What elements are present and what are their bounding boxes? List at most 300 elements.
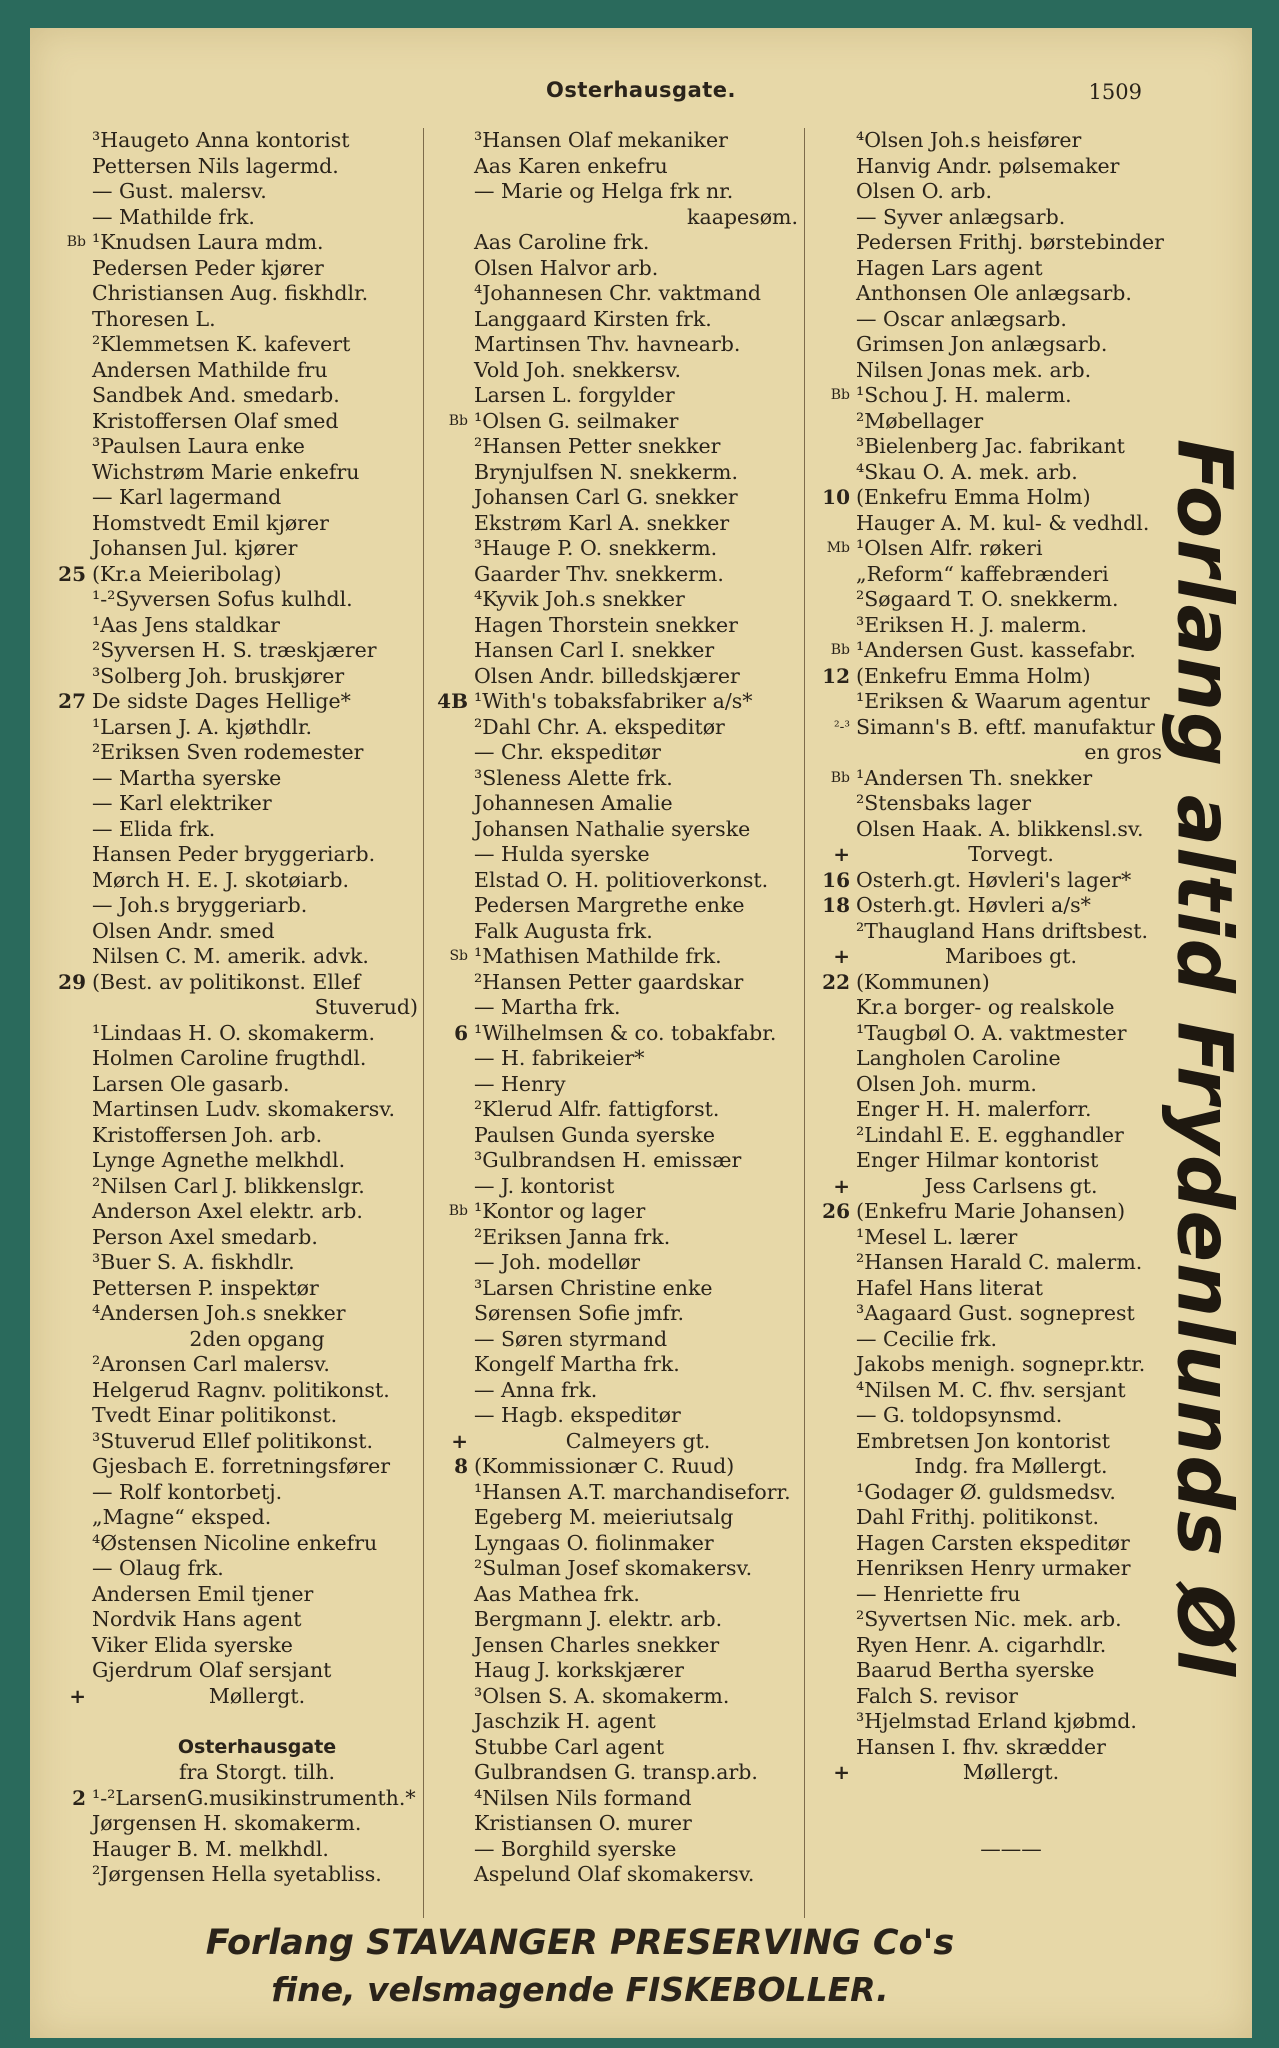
- directory-entry: [42, 970, 422, 996]
- entry-text: Larsen L. forgylder: [474, 383, 675, 407]
- directory-entry: [42, 664, 422, 690]
- directory-entry: [42, 1327, 422, 1353]
- directory-entry: [806, 1556, 1166, 1582]
- entry-text: ¹-²LarsenG.musikinstrumenth.*: [92, 1785, 416, 1810]
- directory-entry: [424, 817, 802, 843]
- entry-text: Hansen Carl I. snekker: [474, 638, 715, 662]
- directory-entry: [806, 460, 1166, 486]
- entry-text: Falch S. revisor: [856, 1683, 1018, 1708]
- entry-text: ⁴Nilsen M. C. fhv. sersjant: [856, 1377, 1126, 1402]
- directory-entry: [42, 1403, 422, 1429]
- entry-text: Egeberg M. meieriutsalg: [474, 1505, 734, 1529]
- entry-text: ³Buer S. A. fiskhdlr.: [92, 1250, 295, 1274]
- entry-text: Møllergt.: [208, 1683, 306, 1708]
- entry-text: Gjerdrum Olaf sersjant: [92, 1658, 332, 1682]
- entry-text: Person Axel smedarb.: [92, 1224, 318, 1249]
- entry-text: — Martha syerske: [92, 765, 282, 790]
- entry-text: Kongelf Martha frk.: [474, 1352, 680, 1376]
- directory-entry: [424, 1862, 802, 1888]
- entry-text: Gaarder Thv. snekkerm.: [474, 561, 724, 586]
- entry-text: Olsen Haak. A. blikkensl.sv.: [856, 816, 1144, 841]
- directory-entry: [42, 1760, 422, 1786]
- entry-text: Jess Carlsens gt.: [924, 1173, 1098, 1198]
- directory-entry: [424, 766, 802, 792]
- entry-text: Johannesen Amalie: [474, 791, 673, 815]
- entry-text: Mariboes gt.: [944, 944, 1078, 968]
- directory-entry: [806, 1250, 1166, 1276]
- entry-house-number: 10: [822, 485, 850, 509]
- entry-house-number: 27: [58, 689, 86, 713]
- entry-text: ⁴Østensen Nicoline enkefru: [92, 1530, 378, 1555]
- entry-text: ¹Lindaas H. O. skomakerm.: [92, 1020, 375, 1045]
- directory-entry: [42, 485, 422, 511]
- directory-entry: [424, 383, 802, 409]
- directory-entry: [42, 1556, 422, 1582]
- entry-house-number: 25: [58, 561, 86, 586]
- directory-entry: [42, 919, 422, 945]
- entry-text: 2den opgang: [189, 1326, 325, 1351]
- directory-entry: [424, 1786, 802, 1812]
- directory-entry: [806, 409, 1166, 435]
- directory-entry: [806, 1709, 1166, 1735]
- directory-entry: [42, 1097, 422, 1123]
- directory-entry: [806, 1505, 1166, 1531]
- directory-entry: [42, 1174, 422, 1200]
- directory-entry: [424, 1480, 802, 1506]
- directory-entry: [424, 1633, 802, 1659]
- entry-text: — Joh. modellør: [474, 1250, 641, 1274]
- directory-entry: [806, 1582, 1166, 1608]
- directory-entry: [424, 1352, 802, 1378]
- page-title: Osterhausgate.: [545, 78, 737, 102]
- entry-text: ¹Aas Jens staldkar: [92, 612, 280, 637]
- entry-text: — Oscar anlægsarb.: [856, 306, 1067, 331]
- directory-entry: [424, 1403, 802, 1429]
- bottom-advertisement: [30, 1920, 1130, 2014]
- directory-entry: [42, 613, 422, 639]
- entry-text: (Enkefru Emma Holm): [856, 663, 1091, 688]
- entry-text: — Joh.s bryggeriarb.: [92, 893, 308, 917]
- directory-entry: [42, 1735, 422, 1761]
- directory-entry: [806, 1225, 1166, 1251]
- entry-text: ³Haugeto Anna kontorist: [92, 128, 350, 152]
- directory-entry: [806, 1276, 1166, 1302]
- entry-text: Homstvedt Emil kjører: [92, 510, 329, 535]
- entry-text: — Olaug frk.: [92, 1556, 224, 1580]
- entry-text: — Anna frk.: [474, 1377, 598, 1402]
- directory-entry: [806, 817, 1166, 843]
- directory-entry: [424, 1072, 802, 1098]
- directory-entry: [806, 1072, 1166, 1098]
- directory-entry: [42, 1837, 422, 1863]
- entry-house-number: Mb: [826, 540, 850, 556]
- entry-text: ³Hauge P. O. snekkerm.: [474, 536, 718, 560]
- directory-entry: [424, 1301, 802, 1327]
- directory-entry: [806, 485, 1166, 511]
- directory-entry: [424, 944, 802, 970]
- directory-entry: [42, 944, 422, 970]
- directory-entry: [424, 1429, 802, 1455]
- entry-text: Helgerud Ragnv. politikonst.: [92, 1377, 390, 1402]
- directory-entry: [806, 1607, 1166, 1633]
- entry-text: ¹Godager Ø. guldsmedsv.: [856, 1479, 1116, 1504]
- directory-entry: [806, 1480, 1166, 1506]
- entry-house-number: ²-³: [834, 718, 850, 735]
- directory-entry: [42, 1811, 422, 1837]
- directory-entry: [424, 511, 802, 537]
- entry-text: — Rolf kontorbetj.: [92, 1479, 283, 1504]
- entry-text: — Marie og Helga frk nr.: [474, 179, 734, 203]
- entry-text: Osterh.gt. Høvleri a/s*: [856, 893, 1091, 917]
- column-divider: [804, 128, 805, 1918]
- directory-entry: [424, 1021, 802, 1047]
- directory-entry: [42, 1658, 422, 1684]
- directory-entry: [42, 1225, 422, 1251]
- entry-house-number: 26: [822, 1199, 850, 1223]
- directory-entry: [806, 1760, 1166, 1786]
- entry-text: ¹Schou J. H. malerm.: [856, 383, 1072, 407]
- directory-entry: [42, 205, 422, 231]
- directory-entry: [806, 919, 1166, 945]
- directory-entry: [806, 256, 1166, 282]
- entry-text: — Syver anlægsarb.: [856, 204, 1066, 229]
- directory-entry: [424, 1454, 802, 1480]
- directory-entry: [42, 1582, 422, 1608]
- entry-text: Indg. fra Møllergt.: [914, 1454, 1108, 1478]
- entry-text: ¹Andersen Th. snekker: [856, 765, 1093, 790]
- entry-text: Kristoffersen Olaf smed: [92, 408, 339, 433]
- page-number: 1509: [1088, 80, 1142, 104]
- entry-text: Aas Karen enkefru: [474, 153, 668, 178]
- directory-entry: [806, 842, 1166, 868]
- entry-text: Jensen Charles snekker: [474, 1632, 720, 1657]
- directory-entry: [42, 511, 422, 537]
- directory-entry: [42, 791, 422, 817]
- directory-entry: [424, 868, 802, 894]
- directory-entry: [806, 740, 1166, 766]
- entry-text: Gjesbach E. forretningsfører: [92, 1454, 391, 1478]
- directory-column-2: [424, 128, 802, 1918]
- entry-text: Holmen Caroline frugthdl.: [92, 1046, 367, 1070]
- entry-text: — Hagb. ekspeditør: [474, 1403, 681, 1427]
- directory-entry: [42, 1046, 422, 1072]
- directory-entry: [806, 791, 1166, 817]
- entry-text: ²Aronsen Carl malersv.: [92, 1352, 330, 1376]
- directory-entry: [42, 358, 422, 384]
- directory-entry: [424, 154, 802, 180]
- entry-text: Bergmann J. elektr. arb.: [474, 1607, 723, 1631]
- entry-text: ³Sleness Alette frk.: [474, 765, 673, 790]
- directory-entry: [424, 1148, 802, 1174]
- directory-entry: [42, 638, 422, 664]
- directory-entry: [42, 409, 422, 435]
- directory-entry: [806, 1403, 1166, 1429]
- directory-entry: [424, 919, 802, 945]
- entry-text: ²Lindahl E. E. egghandler: [856, 1122, 1124, 1147]
- directory-entry: [424, 970, 802, 996]
- directory-entry: [424, 205, 802, 231]
- directory-entry: [424, 1658, 802, 1684]
- entry-text: — Hulda syerske: [474, 842, 650, 866]
- entry-text: Hafel Hans literat: [856, 1275, 1043, 1300]
- entry-text: Johansen Jul. kjører: [92, 536, 298, 560]
- entry-text: ⁴Nilsen Nils formand: [474, 1785, 692, 1810]
- directory-entry: [424, 1046, 802, 1072]
- directory-entry: [424, 1097, 802, 1123]
- entry-text: Lyngaas O. fiolinmaker: [474, 1530, 714, 1555]
- directory-entry: [806, 1021, 1166, 1047]
- directory-entry: [806, 1046, 1166, 1072]
- entry-text: Martinsen Thv. havnearb.: [474, 332, 741, 356]
- directory-entry: [42, 868, 422, 894]
- entry-text: — Karl lagermand: [92, 485, 282, 509]
- directory-entry: [424, 358, 802, 384]
- directory-entry: [42, 689, 422, 715]
- entry-text: Aas Mathea frk.: [474, 1581, 640, 1606]
- entry-text: Jaschzik H. agent: [474, 1709, 656, 1733]
- entry-text: Pettersen Nils lagermd.: [92, 153, 339, 178]
- entry-text: Olsen O. arb.: [856, 179, 993, 203]
- entry-text: ³Bielenberg Jac. fabrikant: [856, 434, 1125, 458]
- entry-text: Henriksen Henry urmaker: [856, 1556, 1131, 1580]
- entry-text: Larsen Ole gasarb.: [92, 1071, 290, 1096]
- entry-text: (Kommunen): [856, 969, 990, 994]
- directory-column-1: [42, 128, 422, 1918]
- entry-text: Viker Elida syerske: [92, 1632, 293, 1657]
- entry-text: Olsen Halvor arb.: [474, 255, 659, 280]
- directory-entry: [424, 460, 802, 486]
- directory-entry: [806, 307, 1166, 333]
- entry-text: Kristoffersen Joh. arb.: [92, 1122, 323, 1147]
- entry-house-number: +: [451, 1428, 468, 1453]
- entry-text: kaapesøm.: [687, 204, 798, 229]
- entry-text: Mørch H. E. J. skotøiarb.: [92, 867, 349, 892]
- entry-text: ²Møbellager: [856, 408, 984, 433]
- directory-entry: [42, 1148, 422, 1174]
- directory-entry: [806, 1684, 1166, 1710]
- entry-text: Elstad O. H. politioverkonst.: [474, 867, 769, 892]
- entry-house-number: 22: [822, 969, 850, 994]
- directory-entry: [806, 664, 1166, 690]
- directory-entry: [806, 128, 1166, 154]
- entry-text: Aas Caroline frk.: [474, 230, 650, 254]
- entry-text: ³Paulsen Laura enke: [92, 434, 305, 458]
- entry-text: (Enkefru Emma Holm): [856, 485, 1091, 509]
- directory-entry: [42, 179, 422, 205]
- entry-text: Olsen Joh. murm.: [856, 1071, 1037, 1096]
- entry-text: Kristiansen O. murer: [474, 1811, 692, 1835]
- directory-entry: [424, 893, 802, 919]
- directory-entry: [42, 1072, 422, 1098]
- entry-text: Langholen Caroline: [856, 1046, 1061, 1070]
- directory-entry: [42, 1786, 422, 1812]
- entry-text: Hagen Carsten ekspeditør: [856, 1530, 1130, 1555]
- entry-text: Hagen Thorstein snekker: [474, 612, 738, 637]
- directory-entry: [42, 1862, 422, 1888]
- entry-text: ³Hansen Olaf mekaniker: [474, 128, 728, 152]
- entry-text: Enger Hilmar kontorist: [856, 1148, 1099, 1172]
- entry-text: ²Hansen Harald C. malerm.: [856, 1250, 1143, 1274]
- directory-entry: [424, 791, 802, 817]
- entry-text: Embretsen Jon kontorist: [856, 1428, 1111, 1453]
- directory-entry: [806, 1123, 1166, 1149]
- entry-text: ²Jørgensen Hella syetabliss.: [92, 1862, 382, 1886]
- directory-entry: [424, 1607, 802, 1633]
- entry-text: ⁴Olsen Joh.s heisfører: [856, 128, 1082, 152]
- directory-entry: [42, 1378, 422, 1404]
- directory-entry: [424, 1837, 802, 1863]
- entry-text: Møllergt.: [962, 1760, 1060, 1784]
- entry-house-number: +: [833, 944, 850, 968]
- directory-entry: [42, 1709, 422, 1735]
- directory-entry: [806, 638, 1166, 664]
- directory-entry: [806, 766, 1166, 792]
- entry-text: ⁴Skau O. A. mek. arb.: [856, 459, 1078, 484]
- directory-entry: [42, 995, 422, 1021]
- vertical-advertisement-text: Forlang altid Frydenlunds Øl: [1160, 438, 1250, 1678]
- directory-entry: [424, 1684, 802, 1710]
- directory-entry: [424, 1225, 802, 1251]
- entry-house-number: Bb: [830, 769, 850, 786]
- directory-entry: [42, 1531, 422, 1557]
- directory-entry: [42, 332, 422, 358]
- directory-entry: [42, 281, 422, 307]
- entry-text: ²Klemmetsen K. kafevert: [92, 332, 351, 356]
- directory-entry: [806, 1174, 1166, 1200]
- entry-text: „Magne“ eksped.: [92, 1505, 272, 1529]
- directory-entry: [424, 434, 802, 460]
- entry-text: fra Storgt. tilh.: [178, 1760, 335, 1784]
- directory-entry: [424, 256, 802, 282]
- entry-text: — Borghild syerske: [474, 1836, 677, 1861]
- directory-entry: [806, 1811, 1166, 1837]
- entry-house-number: +: [833, 1760, 850, 1784]
- directory-entry: [42, 1250, 422, 1276]
- directory-entry: [806, 434, 1166, 460]
- entry-text: ⁴Johannesen Chr. vaktmand: [474, 281, 762, 305]
- entry-house-number: Bb: [830, 642, 850, 658]
- directory-entry: [806, 1148, 1166, 1174]
- entry-text: ³Larsen Christine enke: [474, 1275, 713, 1300]
- entry-text: ²Eriksen Janna frk.: [474, 1224, 671, 1249]
- directory-entry: [424, 281, 802, 307]
- directory-entry: [42, 1352, 422, 1378]
- directory-entry: [806, 1531, 1166, 1557]
- entry-text: — G. toldopsynsmd.: [856, 1403, 1063, 1427]
- entry-text: Martinsen Ludv. skomakersv.: [92, 1097, 395, 1121]
- entry-text: — J. kontorist: [474, 1173, 615, 1198]
- entry-text: — Cecilie frk.: [856, 1326, 997, 1351]
- entry-text: Langgaard Kirsten frk.: [474, 306, 712, 331]
- entry-house-number: 4B: [437, 689, 468, 713]
- directory-entry: [42, 1276, 422, 1302]
- entry-text: Simann's B. eftf. manufaktur: [856, 714, 1155, 739]
- directory-entry: [424, 689, 802, 715]
- directory-entry: [424, 1760, 802, 1786]
- entry-text: ¹Olsen Alfr. røkeri: [856, 536, 1043, 560]
- entry-text: — Mathilde frk.: [92, 204, 255, 229]
- entry-text: ¹Eriksen & Waarum agentur: [856, 689, 1150, 713]
- entry-text: Hauger A. M. kul- & vedhdl.: [856, 510, 1150, 535]
- entry-text: Haug J. korkskjærer: [474, 1658, 684, 1682]
- directory-entry: [42, 256, 422, 282]
- entry-house-number: 12: [822, 663, 850, 688]
- directory-entry: [806, 1633, 1166, 1659]
- entry-house-number: +: [833, 1173, 850, 1198]
- directory-entry: [806, 1658, 1166, 1684]
- directory-entry: [806, 1097, 1166, 1123]
- entry-house-number: 6: [454, 1020, 468, 1045]
- entry-text: Hanvig Andr. pølsemaker: [856, 153, 1120, 178]
- entry-text: Andersen Mathilde fru: [92, 357, 328, 382]
- directory-entry: [42, 587, 422, 613]
- directory-entry: [806, 868, 1166, 894]
- entry-text: (Kr.a Meieribolag): [92, 561, 282, 586]
- entry-text: Jakobs menigh. sognepr.ktr.: [856, 1352, 1146, 1376]
- entry-text: Olsen Andr. smed: [92, 918, 275, 943]
- entry-text: Nordvik Hans agent: [92, 1607, 302, 1631]
- directory-entry: [424, 715, 802, 741]
- entry-text: Stubbe Carl agent: [474, 1734, 665, 1759]
- directory-entry: [806, 230, 1166, 256]
- entry-text: Aspelund Olaf skomakersv.: [474, 1862, 755, 1886]
- entry-text: ²Syvertsen Nic. mek. arb.: [856, 1607, 1122, 1631]
- entry-text: (Enkefru Marie Johansen): [856, 1199, 1126, 1223]
- directory-entry: [42, 383, 422, 409]
- entry-text: Ryen Henr. A. cigarhdlr.: [856, 1632, 1107, 1657]
- directory-entry: [806, 281, 1166, 307]
- directory-entry: [42, 230, 422, 256]
- entry-text: ¹Andersen Gust. kassefabr.: [856, 638, 1136, 662]
- entry-text: ¹Knudsen Laura mdm.: [92, 230, 324, 254]
- entry-text: ¹Mathisen Mathilde frk.: [474, 944, 722, 968]
- directory-entry: [42, 1684, 422, 1710]
- entry-text: (Best. av politikonst. Ellef: [92, 969, 361, 994]
- entry-text: Dahl Frithj. politikonst.: [856, 1505, 1099, 1529]
- directory-entry: [806, 536, 1166, 562]
- entry-house-number: 16: [822, 867, 850, 892]
- directory-entry: [42, 562, 422, 588]
- directory-entry: [806, 613, 1166, 639]
- entry-text: Brynjulfsen N. snekkerm.: [474, 459, 738, 484]
- directory-entry: [424, 1199, 802, 1225]
- entry-text: ²Klerud Alfr. fattigforst.: [474, 1097, 720, 1121]
- entry-text: ³Gulbrandsen H. emissær: [474, 1148, 742, 1172]
- entry-text: Christiansen Aug. fiskhdlr.: [92, 281, 369, 305]
- directory-entry: [42, 740, 422, 766]
- directory-entry: [42, 1633, 422, 1659]
- entry-text: en gros: [1084, 740, 1162, 764]
- directory-entry: [424, 842, 802, 868]
- entry-text: ¹Mesel L. lærer: [856, 1224, 1018, 1249]
- entry-text: Hauger B. M. melkhdl.: [92, 1836, 329, 1861]
- directory-entry: [42, 434, 422, 460]
- entry-house-number: Bb: [830, 387, 850, 403]
- directory-entry: [806, 1837, 1166, 1863]
- entry-text: Hansen Peder bryggeriarb.: [92, 842, 376, 866]
- entry-text: ¹With's tobaksfabriker a/s*: [474, 689, 753, 713]
- entry-text: Nilsen Jonas mek. arb.: [856, 357, 1092, 382]
- entry-house-number: Sb: [449, 948, 468, 964]
- entry-house-number: 18: [822, 893, 850, 917]
- directory-entry: [424, 638, 802, 664]
- entry-text: Pedersen Margrethe enke: [474, 893, 745, 917]
- entry-text: ¹Hansen A.T. marchandiseforr.: [474, 1479, 791, 1504]
- directory-entry: [42, 817, 422, 843]
- entry-text: ²Søgaard T. O. snekkerm.: [856, 587, 1119, 611]
- directory-entry: [806, 562, 1166, 588]
- directory-entry: [42, 1429, 422, 1455]
